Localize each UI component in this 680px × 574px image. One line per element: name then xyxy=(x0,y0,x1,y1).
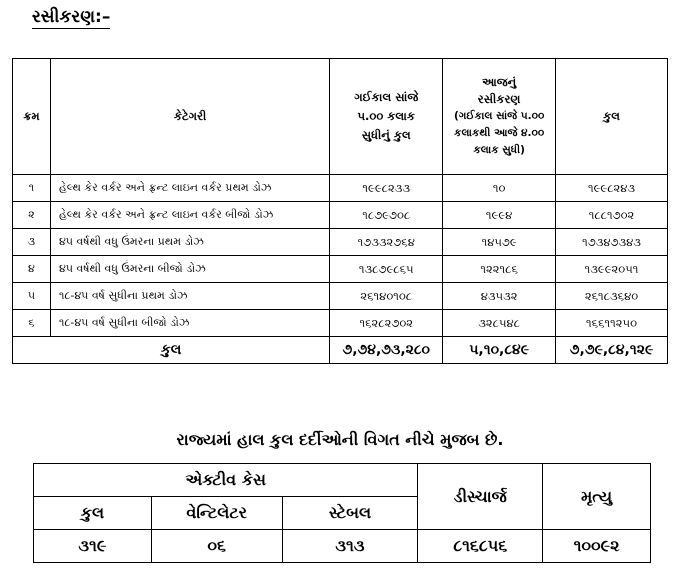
vaccination-header-row xyxy=(13,59,668,175)
patient-status-table xyxy=(33,463,651,563)
active-total-value: ૩૧૯ xyxy=(34,530,152,563)
table-row xyxy=(13,256,668,283)
active-cases-label: એક્ટીવ કેસ xyxy=(34,464,418,497)
row-category: હેલ્થ કેર વર્કર અને ફ્રન્ટ લાઇન વર્કર પ્રથમ ડોઝ xyxy=(50,175,329,202)
row-today: ૧૦ xyxy=(443,175,556,202)
total-total: ૭,૭૯,૮૪,૧૨૯ xyxy=(556,337,668,364)
header-today-line: આજનું xyxy=(482,75,517,89)
row-today: ૪૩૫૩૨ xyxy=(443,283,556,310)
header-today-line: રસીકરણ xyxy=(477,92,521,106)
row-till-yesterday: ૧૭૩૩૨૭૬૪ xyxy=(330,229,443,256)
row-till-yesterday: ૧૯૯૮૨૩૩ xyxy=(330,175,443,202)
row-category: ૪૫ વર્ષથી વધુ ઉંમરના બીજો ડોઝ xyxy=(50,256,329,283)
row-serial: ૬ xyxy=(13,310,51,337)
death-value: ૧૦૦૯૨ xyxy=(543,530,651,563)
header-today-line: (ગઈકાલ સાંજે ૫.૦૦ xyxy=(453,110,545,122)
total-till-yesterday: ૭,૭૪,૭૩,૨૮૦ xyxy=(330,337,443,364)
discharge-value: ૮૧૬૮૫૬ xyxy=(418,530,543,563)
header-total: કુલ xyxy=(556,59,668,175)
header-till-yesterday-line: સુધીનું કુલ xyxy=(361,128,411,142)
header-serial: ક્રમ xyxy=(13,59,51,175)
table-row xyxy=(13,229,668,256)
row-category: ૧૮-૪૫ વર્ષ સુધીના બીજો ડોઝ xyxy=(50,310,329,337)
status-header-row xyxy=(34,464,651,497)
row-category: હેલ્થ કેર વર્કર અને ફ્રન્ટ લાઇન વર્કર બીજો ડોઝ xyxy=(50,202,329,229)
row-today: ૩૨૮૫૪૮ xyxy=(443,310,556,337)
row-total: ૧૯૯૮૨૪૩ xyxy=(556,175,668,202)
row-till-yesterday: ૨૬૧૪૦૧૦૮ xyxy=(330,283,443,310)
stable-label: સ્ટેબલ xyxy=(282,497,418,530)
section-title: રસીકરણ:– xyxy=(32,7,111,27)
row-total: ૧૬૬૧૧૨૫૦ xyxy=(556,310,668,337)
row-today: ૧૯૯૪ xyxy=(443,202,556,229)
row-serial: ૩ xyxy=(13,229,51,256)
header-today-line: કલાકથી આજે ૪.૦૦ xyxy=(454,127,545,139)
header-today-line: કલાક સુધી) xyxy=(473,144,525,156)
death-label: મૃત્યુ xyxy=(543,464,651,530)
row-serial: ૪ xyxy=(13,256,51,283)
active-total-label: કુલ xyxy=(34,497,152,530)
row-today: ૧૪૫૭૯ xyxy=(443,229,556,256)
status-value-row xyxy=(34,530,651,563)
row-category: ૧૮-૪૫ વર્ષ સુધીના પ્રથમ ડોઝ xyxy=(50,283,329,310)
row-serial: ૧ xyxy=(13,175,51,202)
row-serial: ૫ xyxy=(13,283,51,310)
header-till-yesterday-line: ૫.૦૦ કલાક xyxy=(357,109,415,123)
row-till-yesterday: ૧૩૮૭૯૮૬૫ xyxy=(330,256,443,283)
stable-value: ૩૧૩ xyxy=(282,530,418,563)
total-today: ૫,૧૦,૮૪૯ xyxy=(443,337,556,364)
table-row xyxy=(13,202,668,229)
vaccination-table xyxy=(12,58,668,364)
ventilator-label: વેન્ટિલેટર xyxy=(151,497,282,530)
row-till-yesterday: ૧૬૨૮૨૭૦૨ xyxy=(330,310,443,337)
row-total: ૧૩૯૯૨૦૫૧ xyxy=(556,256,668,283)
table-row xyxy=(13,175,668,202)
total-row xyxy=(13,337,668,364)
discharge-label: ડીસ્ચાર્જ xyxy=(418,464,543,530)
row-till-yesterday: ૧૮૭૯૭૦૮ xyxy=(330,202,443,229)
header-category: કેટેગરી xyxy=(50,59,329,175)
header-till-yesterday xyxy=(330,59,443,175)
row-category: ૪૫ વર્ષથી વધુ ઉંમરના પ્રથમ ડોઝ xyxy=(50,229,329,256)
row-total: ૧૮૮૧૭૦૨ xyxy=(556,202,668,229)
row-serial: ૨ xyxy=(13,202,51,229)
ventilator-value: ૦૬ xyxy=(151,530,282,563)
row-today: ૧૨૨૧૮૬ xyxy=(443,256,556,283)
row-total: ૧૭૩૪૭૩૪૩ xyxy=(556,229,668,256)
total-label: કુલ xyxy=(13,337,330,364)
table-row xyxy=(13,283,668,310)
table-row xyxy=(13,310,668,337)
row-total: ૨૬૧૮૩૬૪૦ xyxy=(556,283,668,310)
status-heading: રાજ્યમાં હાલ કુલ દર્દીઓની વિગત નીચે મુજબ છે. xyxy=(176,430,504,449)
header-today xyxy=(443,59,556,175)
header-till-yesterday-line: ગઈકાલ સાંજે xyxy=(354,90,419,104)
